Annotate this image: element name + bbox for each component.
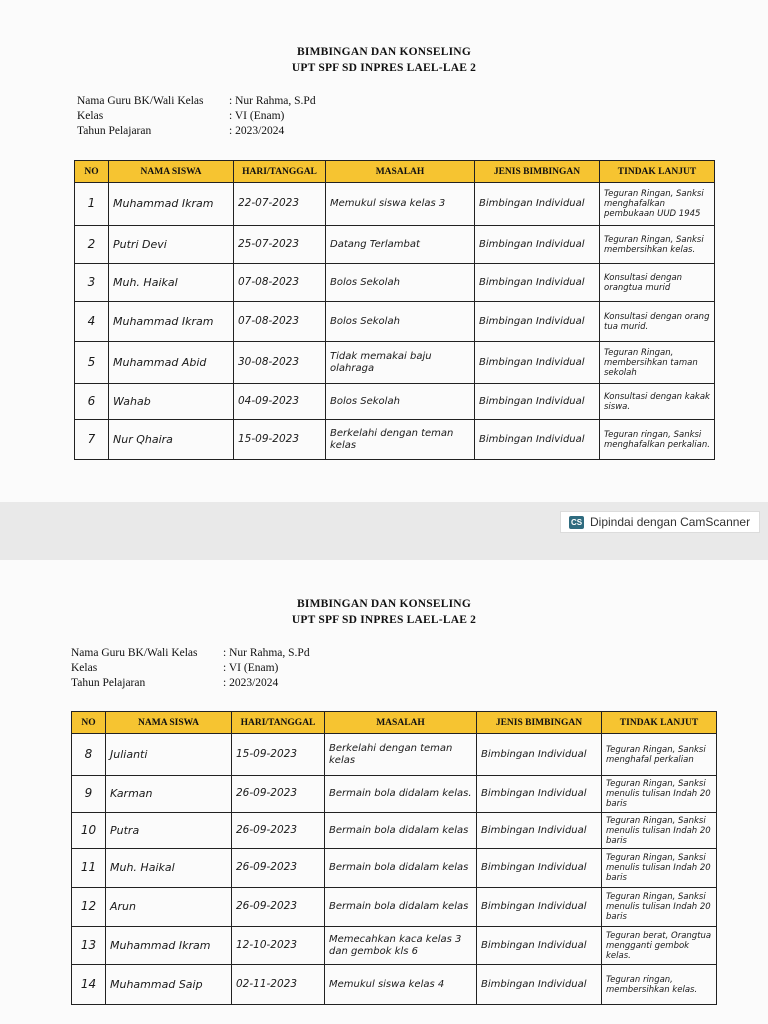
cell-no: 9 bbox=[72, 776, 106, 813]
column-header: MASALAH bbox=[326, 161, 475, 183]
cell-student-name: Muhammad Ikram bbox=[109, 183, 234, 226]
cell-guidance-type: Bimbingan Individual bbox=[477, 776, 602, 813]
column-header: NO bbox=[72, 712, 106, 734]
cell-student-name: Nur Qhaira bbox=[109, 420, 234, 460]
cell-date: 12-10-2023 bbox=[232, 927, 325, 965]
cell-guidance-type: Bimbingan Individual bbox=[475, 342, 600, 384]
cell-date: 04-09-2023 bbox=[234, 384, 326, 420]
cell-date: 22-07-2023 bbox=[234, 183, 326, 226]
cell-student-name: Muhammad Ikram bbox=[106, 927, 232, 965]
document-title: BIMBINGAN DAN KONSELING bbox=[297, 598, 471, 610]
cell-no: 13 bbox=[72, 927, 106, 965]
cell-follow-up: Konsultasi dengan kakak siswa. bbox=[600, 384, 715, 420]
cell-no: 12 bbox=[72, 888, 106, 927]
column-header: HARI/TANGGAL bbox=[232, 712, 325, 734]
camscanner-badge bbox=[560, 511, 760, 533]
cell-problem: Bermain bola didalam kelas bbox=[325, 813, 477, 849]
cell-student-name: Muhammad Ikram bbox=[109, 302, 234, 342]
cell-follow-up: Teguran ringan, Sanksi menghafalkan perkalian. bbox=[600, 420, 715, 460]
cell-no: 8 bbox=[72, 734, 106, 776]
camscanner-logo-icon: CS bbox=[570, 517, 583, 527]
cell-follow-up: Teguran Ringan, Sanksi menghafalkan pembukaan UUD 1945 bbox=[600, 183, 715, 226]
cell-date: 26-09-2023 bbox=[232, 813, 325, 849]
cell-date: 15-09-2023 bbox=[232, 734, 325, 776]
cell-no: 10 bbox=[72, 813, 106, 849]
meta-block bbox=[77, 94, 316, 139]
cell-date: 02-11-2023 bbox=[232, 965, 325, 1005]
cell-date: 25-07-2023 bbox=[234, 226, 326, 264]
cell-problem: Bolos Sekolah bbox=[326, 302, 475, 342]
cell-student-name: Muhammad Saip bbox=[106, 965, 232, 1005]
cell-no: 4 bbox=[75, 302, 109, 342]
cell-follow-up: Teguran ringan, membersihkan kelas. bbox=[602, 965, 717, 1005]
cell-problem: Tidak memakai baju olahraga bbox=[326, 342, 475, 384]
counseling-table bbox=[74, 160, 715, 460]
cell-no: 3 bbox=[75, 264, 109, 302]
table-row bbox=[75, 183, 715, 226]
cell-problem: Berkelahi dengan teman kelas bbox=[326, 420, 475, 460]
cell-follow-up: Teguran Ringan, membersihkan taman sekolah bbox=[600, 342, 715, 384]
cell-no: 11 bbox=[72, 849, 106, 888]
camscanner-text: Dipindai dengan CamScanner bbox=[590, 515, 751, 529]
cell-no: 1 bbox=[75, 183, 109, 226]
cell-problem: Bermain bola didalam kelas. bbox=[325, 776, 477, 813]
table-row bbox=[72, 888, 717, 927]
table-row bbox=[72, 927, 717, 965]
cell-follow-up: Teguran Ringan, Sanksi menghafal perkalian bbox=[602, 734, 717, 776]
table-row bbox=[75, 342, 715, 384]
table-row bbox=[75, 384, 715, 420]
cell-no: 7 bbox=[75, 420, 109, 460]
column-header: NAMA SISWA bbox=[109, 161, 234, 183]
cell-guidance-type: Bimbingan Individual bbox=[477, 965, 602, 1005]
cell-date: 07-08-2023 bbox=[234, 302, 326, 342]
table-row bbox=[75, 302, 715, 342]
column-header: MASALAH bbox=[325, 712, 477, 734]
cell-follow-up: Konsultasi dengan orang tua murid. bbox=[600, 302, 715, 342]
meta-label: Tahun Pelajaran bbox=[77, 125, 152, 137]
cell-follow-up: Teguran Ringan, Sanksi menulis tulisan Indah 20 baris bbox=[602, 813, 717, 849]
meta-value: : 2023/2024 bbox=[223, 677, 279, 689]
table-row bbox=[75, 226, 715, 264]
table-header-row bbox=[75, 161, 715, 183]
cell-guidance-type: Bimbingan Individual bbox=[475, 183, 600, 226]
cell-problem: Memukul siswa kelas 4 bbox=[325, 965, 477, 1005]
meta-block bbox=[71, 646, 310, 691]
meta-label: Kelas bbox=[71, 662, 98, 674]
table-row bbox=[72, 849, 717, 888]
column-header: NAMA SISWA bbox=[106, 712, 232, 734]
cell-follow-up: Teguran Ringan, Sanksi menulis tulisan Indah 20 baris bbox=[602, 776, 717, 813]
cell-follow-up: Teguran Ringan, Sanksi menulis tulisan Indah 20 baris bbox=[602, 849, 717, 888]
cell-date: 07-08-2023 bbox=[234, 264, 326, 302]
cell-student-name: Muh. Haikal bbox=[106, 849, 232, 888]
cell-guidance-type: Bimbingan Individual bbox=[477, 849, 602, 888]
cell-guidance-type: Bimbingan Individual bbox=[475, 384, 600, 420]
cell-guidance-type: Bimbingan Individual bbox=[475, 420, 600, 460]
cell-student-name: Julianti bbox=[106, 734, 232, 776]
cell-student-name: Wahab bbox=[109, 384, 234, 420]
cell-date: 26-09-2023 bbox=[232, 888, 325, 927]
cell-follow-up: Teguran berat, Orangtua mengganti gembok kelas. bbox=[602, 927, 717, 965]
table-row bbox=[75, 420, 715, 460]
cell-student-name: Putra bbox=[106, 813, 232, 849]
cell-date: 26-09-2023 bbox=[232, 776, 325, 813]
cell-follow-up: Teguran Ringan, Sanksi membersihkan kelas. bbox=[600, 226, 715, 264]
document-title: BIMBINGAN DAN KONSELING bbox=[297, 46, 471, 58]
cell-follow-up: Konsultasi dengan orangtua murid bbox=[600, 264, 715, 302]
cell-guidance-type: Bimbingan Individual bbox=[475, 264, 600, 302]
meta-label: Nama Guru BK/Wali Kelas bbox=[71, 647, 198, 659]
table-header-row bbox=[72, 712, 717, 734]
meta-label: Nama Guru BK/Wali Kelas bbox=[77, 95, 204, 107]
table-row bbox=[72, 813, 717, 849]
meta-value: : VI (Enam) bbox=[223, 662, 279, 674]
cell-guidance-type: Bimbingan Individual bbox=[477, 927, 602, 965]
cell-student-name: Arun bbox=[106, 888, 232, 927]
table-row bbox=[75, 264, 715, 302]
cell-problem: Datang Terlambat bbox=[326, 226, 475, 264]
cell-no: 14 bbox=[72, 965, 106, 1005]
column-header: JENIS BIMBINGAN bbox=[477, 712, 602, 734]
document-page-2 bbox=[0, 560, 768, 1024]
cell-student-name: Muh. Haikal bbox=[109, 264, 234, 302]
column-header: NO bbox=[75, 161, 109, 183]
column-header: TINDAK LANJUT bbox=[602, 712, 717, 734]
cell-problem: Bermain bola didalam kelas bbox=[325, 849, 477, 888]
cell-date: 30-08-2023 bbox=[234, 342, 326, 384]
cell-problem: Bermain bola didalam kelas bbox=[325, 888, 477, 927]
cell-guidance-type: Bimbingan Individual bbox=[477, 734, 602, 776]
table-row bbox=[72, 734, 717, 776]
cell-student-name: Muhammad Abid bbox=[109, 342, 234, 384]
cell-no: 5 bbox=[75, 342, 109, 384]
cell-date: 26-09-2023 bbox=[232, 849, 325, 888]
counseling-table bbox=[71, 711, 717, 1005]
document-page-1 bbox=[0, 0, 768, 502]
meta-label: Kelas bbox=[77, 110, 104, 122]
column-header: TINDAK LANJUT bbox=[600, 161, 715, 183]
column-header: JENIS BIMBINGAN bbox=[475, 161, 600, 183]
cell-guidance-type: Bimbingan Individual bbox=[475, 226, 600, 264]
cell-guidance-type: Bimbingan Individual bbox=[477, 888, 602, 927]
table-row bbox=[72, 776, 717, 813]
cell-problem: Memecahkan kaca kelas 3 dan gembok kls 6 bbox=[325, 927, 477, 965]
meta-value: : VI (Enam) bbox=[229, 110, 285, 122]
cell-no: 2 bbox=[75, 226, 109, 264]
meta-label: Tahun Pelajaran bbox=[71, 677, 146, 689]
cell-problem: Bolos Sekolah bbox=[326, 264, 475, 302]
cell-guidance-type: Bimbingan Individual bbox=[475, 302, 600, 342]
cell-follow-up: Teguran Ringan, Sanksi menulis tulisan Indah 20 baris bbox=[602, 888, 717, 927]
cell-date: 15-09-2023 bbox=[234, 420, 326, 460]
cell-student-name: Karman bbox=[106, 776, 232, 813]
school-name: UPT SPF SD INPRES LAEL-LAE 2 bbox=[291, 62, 477, 74]
meta-value: : Nur Rahma, S.Pd bbox=[229, 95, 316, 107]
cell-guidance-type: Bimbingan Individual bbox=[477, 813, 602, 849]
cell-no: 6 bbox=[75, 384, 109, 420]
cell-problem: Bolos Sekolah bbox=[326, 384, 475, 420]
column-header: HARI/TANGGAL bbox=[234, 161, 326, 183]
cell-problem: Berkelahi dengan teman kelas bbox=[325, 734, 477, 776]
cell-problem: Memukul siswa kelas 3 bbox=[326, 183, 475, 226]
school-name: UPT SPF SD INPRES LAEL-LAE 2 bbox=[291, 614, 477, 626]
meta-value: : 2023/2024 bbox=[229, 125, 285, 137]
cell-student-name: Putri Devi bbox=[109, 226, 234, 264]
meta-value: : Nur Rahma, S.Pd bbox=[223, 647, 310, 659]
table-row bbox=[72, 965, 717, 1005]
